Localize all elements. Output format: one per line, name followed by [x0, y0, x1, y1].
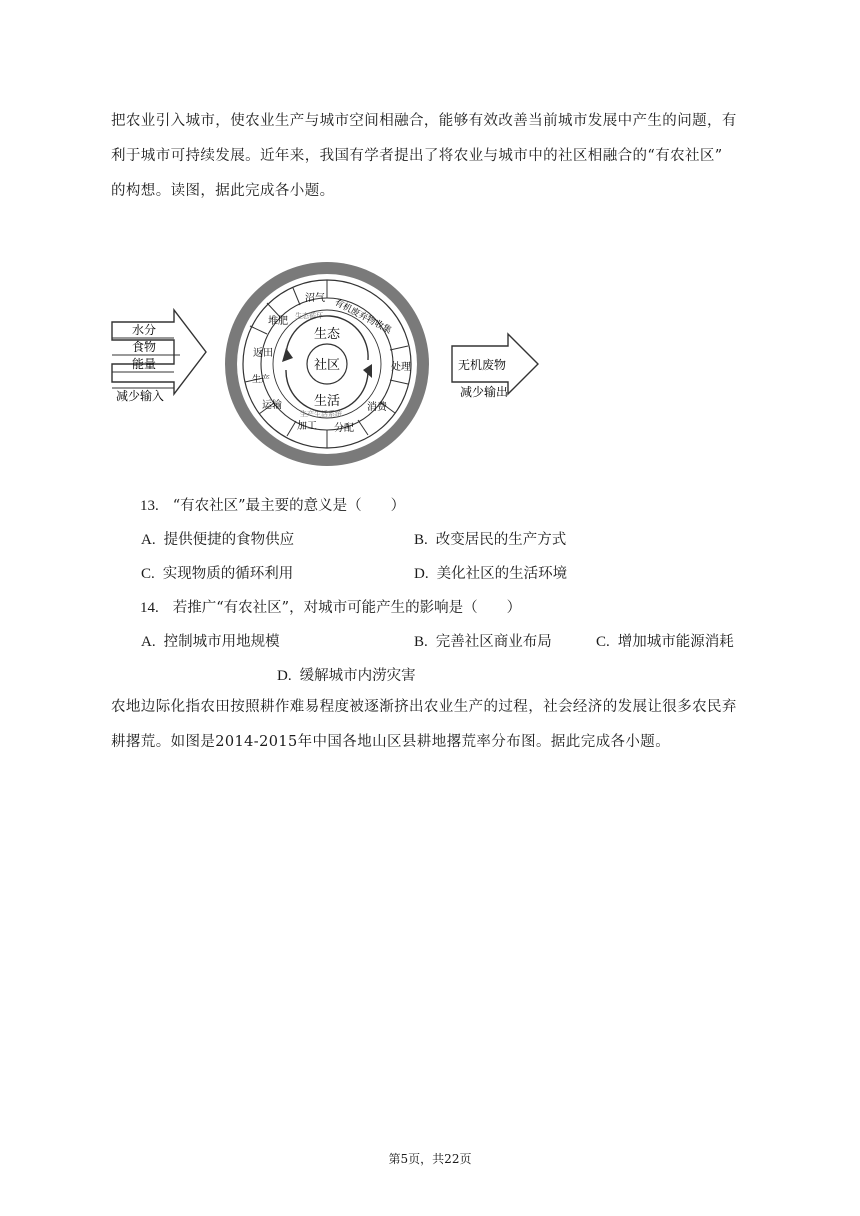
input-water: 水分: [132, 323, 157, 337]
option-letter: D.: [414, 566, 429, 582]
passage-line: 利于城市可持续发展。近年来，我国有学者提出了将农业与城市中的社区相融合的“有农社区”: [111, 148, 723, 164]
passage-marginalization: [111, 690, 751, 760]
option-b[interactable]: [414, 528, 566, 549]
option-text: 缓解城市内涝灾害: [299, 668, 416, 684]
passage-line: 的构想。读图，据此完成各小题。: [111, 183, 335, 199]
page-footer: 第5页，共22页: [388, 1152, 472, 1166]
ring-cell-label: 分配: [334, 423, 354, 434]
option-d[interactable]: [277, 664, 416, 685]
option-text: 实现物质的循环利用: [162, 566, 294, 582]
center-label: 社区: [313, 358, 341, 373]
passage-line: 把农业引入城市，使农业生产与城市空间相融合，能够有效改善当前城市发展中产生的问题，有: [111, 113, 737, 129]
passage-intro: [111, 104, 751, 209]
ring-cell-label: 返田: [253, 348, 273, 359]
question-number: 13.: [140, 498, 159, 514]
option-letter: D.: [277, 668, 292, 684]
option-text: 完善社区商业布局: [435, 634, 552, 650]
output-caption: 减少输出: [460, 385, 509, 399]
input-energy: 能量: [132, 357, 157, 371]
input-caption: 减少输入: [116, 389, 165, 403]
ring-cell-label: 加工: [297, 421, 317, 432]
option-text: 美化社区的生活环境: [436, 566, 568, 582]
ring-cell-label: 有机废弃物收集: [332, 297, 393, 337]
life-label: 生活: [313, 394, 341, 409]
option-text: 提供便捷的食物供应: [163, 532, 295, 548]
option-text: 增加城市能源消耗: [617, 634, 734, 650]
output-item: 无机废物: [458, 358, 507, 372]
ring-cell-label: 运输: [262, 400, 282, 411]
option-letter: A.: [141, 532, 156, 548]
inner-arc-label: 生产生活系统: [300, 410, 342, 418]
ring-cell-label: 堆肥: [268, 316, 288, 327]
community-agriculture-diagram: [110, 248, 540, 480]
question-14: [140, 596, 521, 617]
option-c[interactable]: [596, 630, 734, 651]
option-d[interactable]: [414, 562, 567, 583]
input-food: 食物: [132, 340, 157, 354]
passage-line: 农地边际化指农田按照耕作难易程度被逐渐挤出农业生产的过程，社会经济的发展让很多农民弃: [111, 699, 737, 715]
ring-cell-label: 沼气: [305, 293, 325, 304]
option-b[interactable]: [414, 630, 552, 651]
option-letter: A.: [141, 634, 156, 650]
ring-cell-label: 消费: [367, 402, 387, 413]
option-text: 改变居民的生产方式: [435, 532, 567, 548]
passage-line: 耕撂荒。如图是2014-2015年中国各地山区县耕地撂荒率分布图。据此完成各小题。: [111, 734, 671, 750]
ring-cell-label: 处理: [391, 362, 411, 373]
question-stem: “有农社区”最主要的意义是（ ）: [172, 498, 406, 514]
ring-cell-label: 生产: [252, 375, 271, 385]
input-arrow: [112, 310, 206, 403]
option-a[interactable]: [141, 630, 280, 651]
option-a[interactable]: [141, 528, 294, 549]
inner-arc-label: 生态循环: [295, 312, 323, 320]
question-stem: 若推广“有农社区”，对城市可能产生的影响是（ ）: [172, 600, 522, 616]
option-letter: C.: [596, 634, 610, 650]
ecology-label: 生态: [313, 327, 341, 342]
option-letter: B.: [414, 634, 428, 650]
question-13: [140, 494, 405, 515]
option-text: 控制城市用地规模: [163, 634, 280, 650]
question-number: 14.: [140, 600, 159, 616]
option-letter: C.: [141, 566, 155, 582]
output-arrow: [452, 334, 538, 399]
option-letter: B.: [414, 532, 428, 548]
option-c[interactable]: [141, 562, 293, 583]
